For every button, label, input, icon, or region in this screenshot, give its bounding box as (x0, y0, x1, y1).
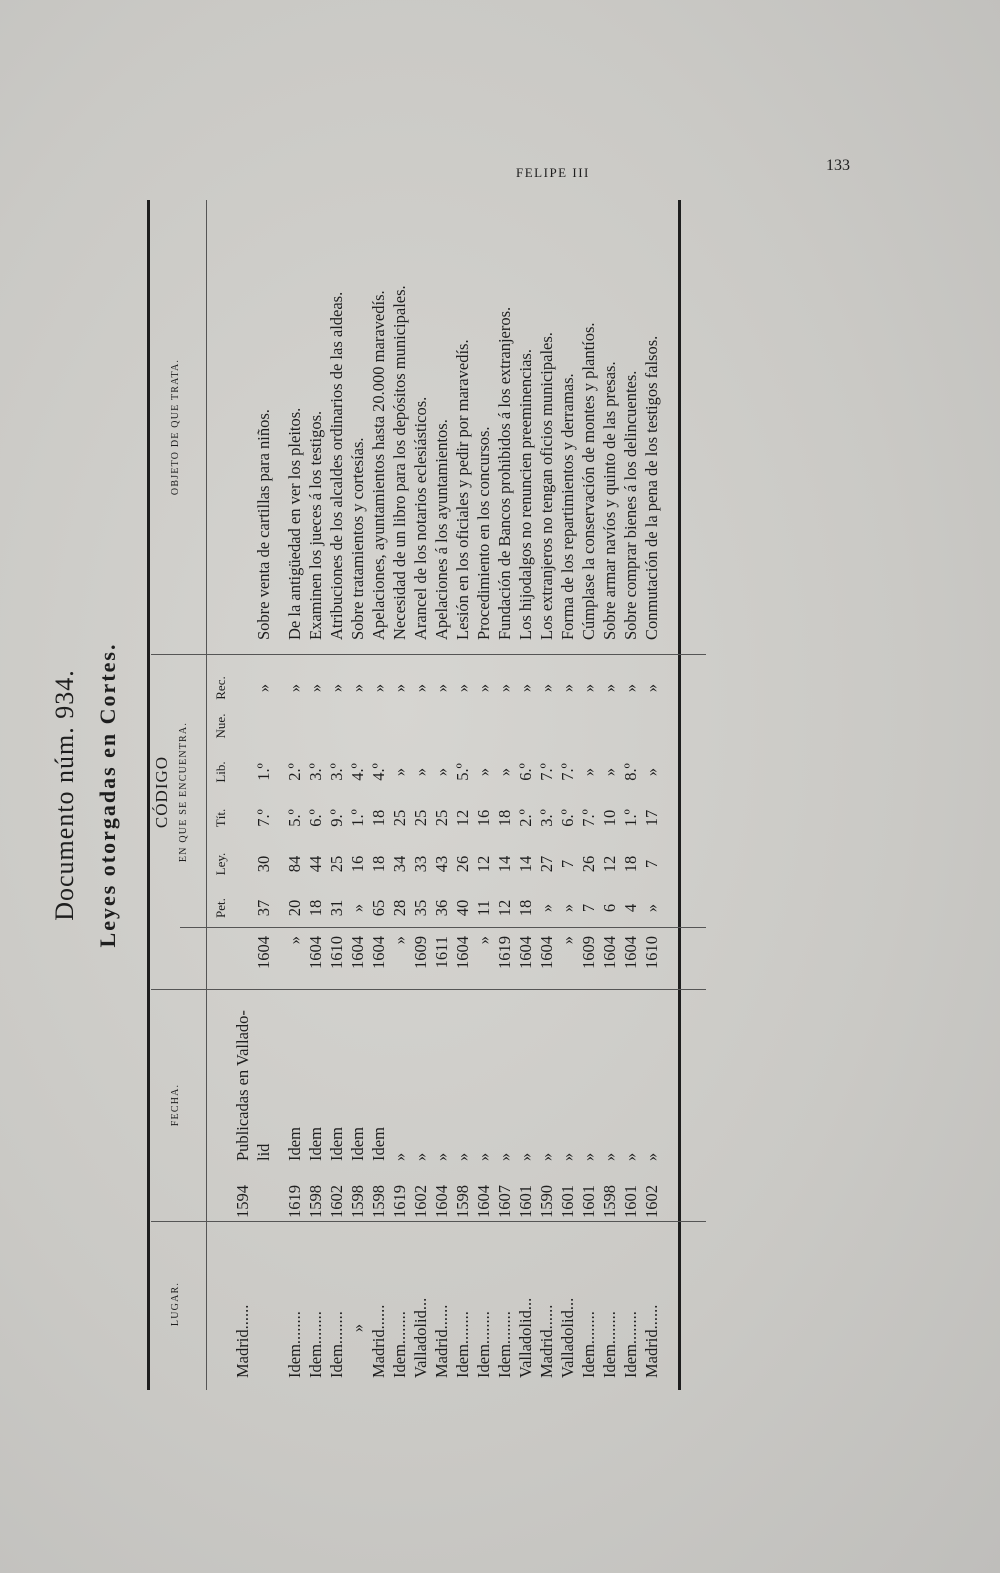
cell-lib: » (642, 767, 661, 777)
cell-ley: 14 (516, 855, 535, 873)
cell-ley: 25 (327, 855, 346, 873)
header-tit: Tít. (213, 808, 228, 828)
table-row (347, 200, 368, 1390)
cell-rec: » (306, 683, 325, 693)
rotated-table-block (20, 200, 661, 1390)
cell-pet: » (537, 903, 556, 913)
table-row (557, 200, 578, 1390)
cell-anio-codigo: 1610 (327, 936, 346, 969)
cell-lugar: Idem........ (474, 1311, 493, 1378)
cell-fecha: Idem (348, 1127, 367, 1161)
cell-ley: 12 (600, 855, 619, 873)
cell-lib: » (411, 767, 430, 777)
cell-rec: » (327, 683, 346, 693)
cell-objeto: Los extranjeros no tengan oficios municipales. (537, 332, 556, 640)
cell-ley: 18 (621, 855, 640, 873)
cell-ley: 7 (642, 859, 661, 869)
table-top-rule (147, 200, 150, 1390)
cell-lugar: Madrid...... (642, 1304, 661, 1378)
cell-pet: 11 (474, 900, 493, 916)
cell-objeto: Sobre comprar bienes á los delincuentes. (621, 370, 640, 640)
table-row (368, 200, 389, 1390)
cell-objeto: Examinen los jueces á los testigos. (306, 410, 325, 640)
cell-pet: 12 (495, 899, 514, 917)
cell-anio: 1598 (369, 1185, 388, 1218)
header-codigo-sub: EN QUE SE ENCUENTRA. (178, 721, 189, 863)
cell-tit: 7.º (579, 809, 598, 827)
cell-rec: » (453, 683, 472, 693)
table-header-rule (206, 200, 207, 1390)
table-row (305, 200, 326, 1390)
cell-lib: » (390, 767, 409, 777)
cell-tit: 1.º (348, 809, 367, 827)
cell-pet: 20 (285, 899, 304, 917)
cell-lugar: Idem........ (285, 1311, 304, 1378)
cell-rec: » (579, 683, 598, 693)
header-pet: Pet. (213, 898, 228, 918)
cell-fecha: » (390, 1152, 409, 1161)
table-row (232, 200, 253, 1390)
cell-tit: 25 (390, 809, 409, 827)
cell-anio-codigo: 1604 (453, 936, 472, 969)
header-fecha: FECHA. (170, 1083, 181, 1127)
cell-fecha: » (495, 1152, 514, 1161)
cell-fecha: » (642, 1152, 661, 1161)
cell-objeto: Forma de los repartimientos y derramas. (558, 373, 577, 640)
cell-anio: 1598 (453, 1185, 472, 1218)
cell-fecha: Idem (285, 1127, 304, 1161)
cell-lugar: Idem........ (579, 1311, 598, 1378)
cell-anio: 1598 (600, 1185, 619, 1218)
table-row (326, 200, 347, 1390)
cell-anio: 1604 (474, 1185, 493, 1218)
table-row (389, 200, 410, 1390)
cell-ley: 34 (390, 855, 409, 873)
cell-tit: 3.º (537, 809, 556, 827)
cell-fecha: » (516, 1152, 535, 1161)
cell-objeto: Lesión en los oficiales y pedir por maravedís. (453, 339, 472, 640)
document-title: Documento núm. 934. (50, 669, 79, 921)
cell-lib: 6.º (516, 763, 535, 781)
cell-pet: » (558, 903, 577, 913)
cell-fecha: » (537, 1152, 556, 1161)
cell-tit: 25 (432, 809, 451, 827)
cell-anio-codigo: 1604 (537, 936, 556, 969)
cell-lib: » (432, 767, 451, 777)
table-bottom-rule (678, 200, 681, 1390)
cell-fecha: » (432, 1152, 451, 1161)
cell-anio-codigo: » (390, 936, 409, 945)
cell-lugar: » (348, 1323, 367, 1333)
cell-rec: » (390, 683, 409, 693)
cell-anio: 1601 (516, 1185, 535, 1218)
table-row (452, 200, 473, 1390)
cell-ley: 84 (285, 855, 304, 873)
cell-tit: 1.º (621, 809, 640, 827)
cell-rec: » (348, 683, 367, 693)
cell-lib: 7.º (537, 763, 556, 781)
table-row (494, 200, 515, 1390)
cell-anio-codigo: » (558, 936, 577, 945)
cell-tit: 5.º (285, 809, 304, 827)
cell-rec: » (495, 683, 514, 693)
cell-rec: » (537, 683, 556, 693)
cell-rec: » (254, 683, 273, 693)
cell-anio-codigo: » (285, 936, 304, 945)
cell-pet: 4 (621, 903, 640, 913)
cell-ley: 16 (348, 855, 367, 873)
cell-ley: 7 (558, 859, 577, 869)
cell-pet: 35 (411, 899, 430, 917)
running-title: FELIPE III (516, 165, 590, 180)
cell-tit: 16 (474, 809, 493, 827)
header-codigo: CÓDIGO (152, 755, 171, 829)
cell-lugar: Valladolid... (558, 1297, 577, 1378)
cell-lib: 3.º (327, 763, 346, 781)
table-row (620, 200, 641, 1390)
cell-ley: 44 (306, 855, 325, 873)
cell-lib: » (579, 767, 598, 777)
cell-ley: 43 (432, 855, 451, 873)
header-lugar: LUGAR. (170, 1281, 181, 1327)
table-row (284, 200, 305, 1390)
cell-fecha: Publicadas en Vallado- (233, 1010, 252, 1161)
cell-rec: » (285, 683, 304, 693)
cell-ley: 27 (537, 855, 556, 873)
cell-objeto: Los hijodalgos no renuncien preeminencias. (516, 349, 535, 640)
cell-objeto: Fundación de Bancos prohibidos á los extranjeros. (495, 306, 514, 640)
document-subtitle: Leyes otorgadas en Cortes. (95, 642, 120, 948)
cell-anio-codigo: 1604 (254, 936, 273, 969)
cell-rec: » (411, 683, 430, 693)
table-row (515, 200, 536, 1390)
cell-pet: 37 (254, 899, 273, 917)
cell-lugar: Valladolid... (516, 1297, 535, 1378)
cell-anio-codigo: 1604 (621, 936, 640, 969)
cell-pet: 65 (369, 899, 388, 917)
cell-pet: 18 (516, 899, 535, 917)
cell-objeto: Conmutación de la pena de los testigos falsos. (642, 335, 661, 640)
cell-anio-codigo: 1609 (579, 936, 598, 969)
cell-tit: 12 (453, 809, 472, 827)
cell-ley: 18 (369, 855, 388, 873)
cell-fecha: » (558, 1152, 577, 1161)
cell-anio-codigo: » (474, 936, 493, 945)
cell-objeto: Cúmplase la conservación de montes y plantíos. (579, 322, 598, 640)
cell-tit: 6.º (558, 809, 577, 827)
cell-anio-codigo: 1604 (516, 936, 535, 969)
header-lib: Lib. (213, 761, 228, 783)
cell-lib: 3.º (306, 763, 325, 781)
cell-tit: 17 (642, 809, 661, 827)
cell-ley: 26 (453, 855, 472, 873)
header-ley: Ley. (213, 852, 228, 876)
cell-lib: 4.º (348, 763, 367, 781)
cell-objeto: Sobre tratamientos y cortesías. (348, 437, 367, 640)
cell-ley: 14 (495, 855, 514, 873)
cell-anio-codigo: 1610 (642, 936, 661, 969)
cell-anio: 1619 (390, 1185, 409, 1218)
cell-lugar: Idem........ (327, 1311, 346, 1378)
cell-ley: 33 (411, 855, 430, 873)
cell-anio-codigo: 1619 (495, 936, 514, 969)
cell-lib: 7.º (558, 763, 577, 781)
cell-anio: 1601 (558, 1185, 577, 1218)
subheader-row (210, 200, 231, 1390)
cell-pet: 36 (432, 899, 451, 917)
cell-rec: » (432, 683, 451, 693)
cell-pet: 7 (579, 903, 598, 913)
header-nue: Nue. (213, 713, 228, 739)
cell-tit: 9.º (327, 809, 346, 827)
cell-objeto: Arancel de los notarios eclesiásticos. (411, 396, 430, 640)
cell-rec: » (474, 683, 493, 693)
table-row (431, 200, 452, 1390)
cell-tit: 25 (411, 809, 430, 827)
cell-objeto: Sobre armar navíos y quinto de las presas. (600, 361, 619, 640)
cell-objeto: Necesidad de un libro para los depósitos municipales. (390, 285, 409, 640)
cell-pet: » (348, 903, 367, 913)
header-objeto: OBJETO DE QUE TRATA. (170, 358, 181, 496)
cell-anio: 1590 (537, 1185, 556, 1218)
cell-lib: 5.º (453, 763, 472, 781)
cell-lugar: Idem........ (453, 1311, 472, 1378)
cell-anio: 1604 (432, 1185, 451, 1218)
cell-objeto: Atribuciones de los alcaldes ordinarios de las aldeas. (327, 291, 346, 640)
cell-pet: 40 (453, 899, 472, 917)
cell-pet: 6 (600, 903, 619, 913)
table-row (410, 200, 431, 1390)
cell-lib: 8.º (621, 763, 640, 781)
cell-fecha: » (621, 1152, 640, 1161)
cell-fecha: » (600, 1152, 619, 1161)
cell-anio-codigo: 1604 (348, 936, 367, 969)
cell-pet: 28 (390, 899, 409, 917)
table-row (599, 200, 620, 1390)
cell-lib: » (474, 767, 493, 777)
table-row (473, 200, 494, 1390)
cell-lugar: Idem........ (390, 1311, 409, 1378)
cell-anio-codigo: 1611 (432, 936, 451, 969)
cell-fecha: Idem (306, 1127, 325, 1161)
cell-anio: 1607 (495, 1185, 514, 1218)
cell-lib: 1.º (254, 763, 273, 781)
cell-anio: 1598 (306, 1185, 325, 1218)
cell-rec: » (642, 683, 661, 693)
cell-anio-codigo: 1609 (411, 936, 430, 969)
table-row (578, 200, 599, 1390)
cell-lib: 2.º (285, 763, 304, 781)
cell-pet: 18 (306, 899, 325, 917)
cell-objeto: Apelaciones, ayuntamientos hasta 20.000 maravedís. (369, 290, 388, 640)
cell-lugar: Idem........ (600, 1311, 619, 1378)
cell-anio: 1601 (579, 1185, 598, 1218)
cell-fecha: Idem (327, 1127, 346, 1161)
page-number: 133 (826, 157, 850, 174)
table-row (536, 200, 557, 1390)
cell-lugar: Madrid...... (432, 1304, 451, 1378)
cell-lugar: Idem........ (621, 1311, 640, 1378)
cell-rec: » (600, 683, 619, 693)
cell-tit: 7.º (254, 809, 273, 827)
cell-lugar: Idem........ (495, 1311, 514, 1378)
cell-fecha: » (453, 1152, 472, 1161)
cell-rec: » (516, 683, 535, 693)
cell-lugar: Valladolid... (411, 1297, 430, 1378)
cell-ley: 26 (579, 855, 598, 873)
header-rec: Rec. (213, 676, 228, 700)
cell-anio-codigo: 1604 (306, 936, 325, 969)
cell-rec: » (621, 683, 640, 693)
cell-lugar: Madrid...... (233, 1304, 252, 1378)
cell-tit: 2.º (516, 809, 535, 827)
cell-tit: 6.º (306, 809, 325, 827)
cell-ley: 12 (474, 855, 493, 873)
cell-anio: 1619 (285, 1185, 304, 1218)
cell-tit: 18 (369, 809, 388, 827)
cell-lugar: Madrid...... (537, 1304, 556, 1378)
cell-anio: 1602 (411, 1185, 430, 1218)
cell-tit: 10 (600, 809, 619, 827)
cell-pet: 31 (327, 899, 346, 917)
cell-rec: » (558, 683, 577, 693)
cell-objeto: Apelaciones á los ayuntamientos. (432, 419, 451, 640)
cell-tit: 18 (495, 809, 514, 827)
cell-objeto: Procedimiento en los concursos. (474, 426, 493, 640)
cell-ley: 30 (254, 855, 273, 873)
cell-anio-codigo: 1604 (369, 936, 388, 969)
cell-anio-codigo: 1604 (600, 936, 619, 969)
cell-rec: » (369, 683, 388, 693)
cell-fecha: » (579, 1152, 598, 1161)
cell-pet: » (642, 903, 661, 913)
cell-fecha: lid (254, 1143, 273, 1161)
cell-objeto: Sobre venta de cartillas para niños. (254, 409, 273, 640)
cell-anio: 1602 (642, 1185, 661, 1218)
cell-anio: 1594 (233, 1185, 252, 1218)
cell-fecha: » (474, 1152, 493, 1161)
cell-lib: » (600, 767, 619, 777)
table-row (641, 200, 662, 1390)
cell-fecha: Idem (369, 1127, 388, 1161)
cell-lugar: Madrid...... (369, 1304, 388, 1378)
cell-anio: 1598 (348, 1185, 367, 1218)
cell-lib: » (495, 767, 514, 777)
table-row (253, 200, 274, 1390)
cell-anio: 1601 (621, 1185, 640, 1218)
cell-lib: 4.º (369, 763, 388, 781)
cell-anio: 1602 (327, 1185, 346, 1218)
cell-objeto: De la antigüedad en ver los pleitos. (285, 407, 304, 640)
cell-lugar: Idem........ (306, 1311, 325, 1378)
cell-fecha: » (411, 1152, 430, 1161)
